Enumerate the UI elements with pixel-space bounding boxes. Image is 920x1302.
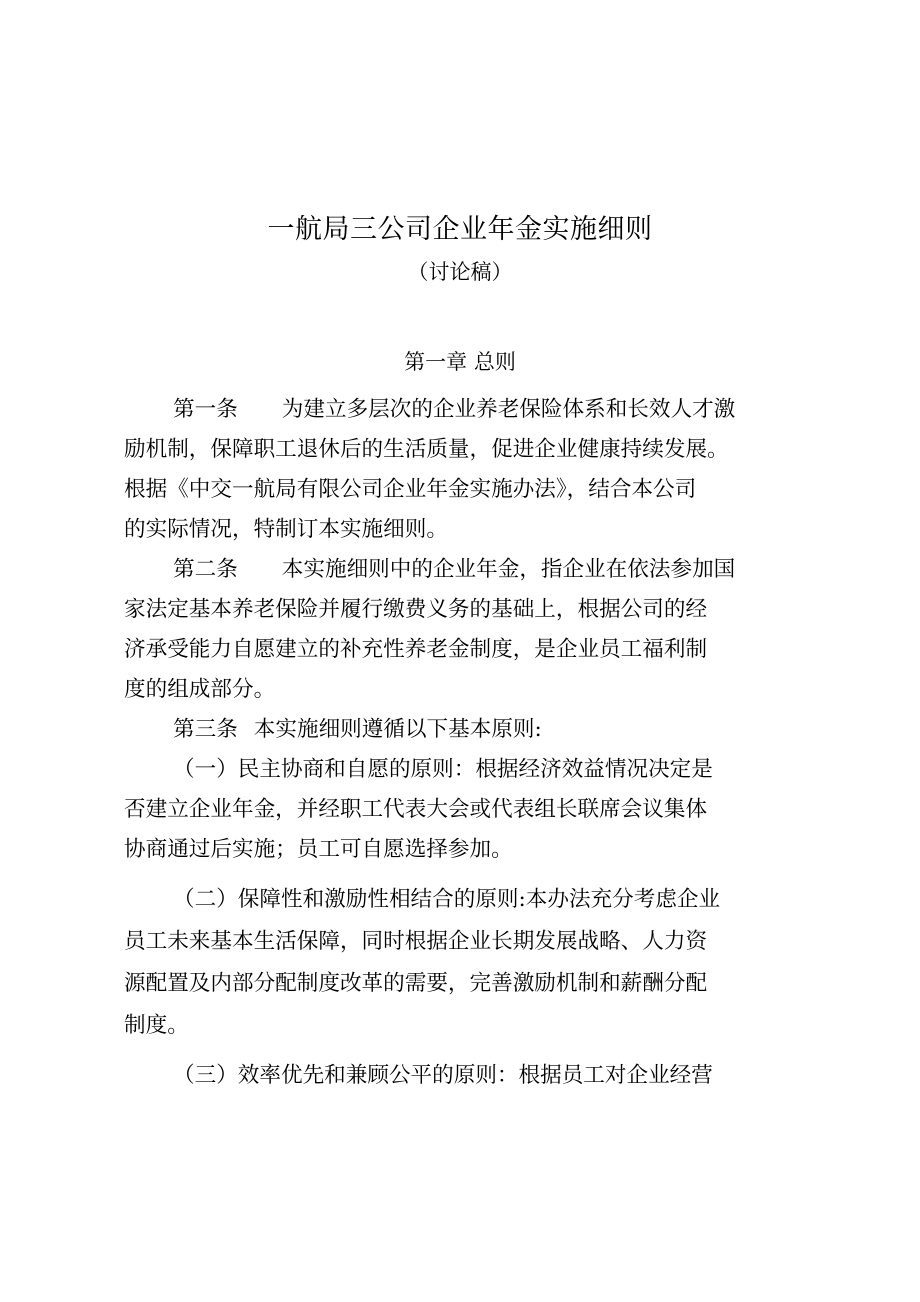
principle-1-line-2: 否建立企业年金，并经职工代表大会或代表组长联席会议集体 xyxy=(124,797,708,822)
principle-2-line-3: 源配置及内部分配制度改革的需要，完善激励机制和薪酬分配 xyxy=(124,971,708,996)
principle-2-line-2: 员工未来基本生活保障，同时根据企业长期发展战略、人力资 xyxy=(124,929,708,954)
principle-3-line-1: （三）效率优先和兼顾公平的原则：根据员工对企业经营 xyxy=(173,1063,713,1088)
article-2-line-2: 家法定基本养老保险并履行缴费义务的基础上，根据公司的经 xyxy=(124,597,708,622)
article-1-text: 为建立多层次的企业养老保险体系和长效人才激 xyxy=(281,397,736,422)
article-2-line-3: 济承受能力自愿建立的补充性养老金制度，是企业员工福利制 xyxy=(124,637,708,662)
principle-1-line-1: （一）民主协商和自愿的原则：根据经济效益情况决定是 xyxy=(173,757,713,782)
article-2-line-4: 度的组成部分。 xyxy=(124,677,276,702)
article-3-label: 第三条 xyxy=(173,717,238,742)
article-2-label: 第二条 xyxy=(173,557,238,582)
article-3-text: 本实施细则遵循以下基本原则: xyxy=(253,717,542,742)
principle-2-line-1: （二）保障性和激励性相结合的原则:本办法充分考虑企业 xyxy=(173,887,721,912)
article-1-label: 第一条 xyxy=(173,397,238,422)
article-2-text: 本实施细则中的企业年金，指企业在依法参加国 xyxy=(281,557,736,582)
article-1-first-line xyxy=(173,390,735,430)
article-1-line-2: 励机制，保障职工退休后的生活质量，促进企业健康持续发展。 xyxy=(124,437,729,462)
article-2-first-line xyxy=(173,550,735,590)
principle-1-line-3: 协商通过后实施；员工可自愿选择参加。 xyxy=(124,837,513,862)
chapter-heading: 第一章 总则 xyxy=(404,350,516,374)
article-1-line-4: 的实际情况，特制订本实施细则。 xyxy=(124,517,448,542)
document-subtitle: （讨论稿） xyxy=(407,260,513,284)
article-1-line-3: 根据《中交一航局有限公司企业年金实施办法》，结合本公司 xyxy=(124,477,697,502)
article-3-first-line xyxy=(173,710,542,750)
document-title: 一航局三公司企业年金实施细则 xyxy=(267,214,653,245)
principle-2-line-4: 制度。 xyxy=(124,1013,189,1038)
